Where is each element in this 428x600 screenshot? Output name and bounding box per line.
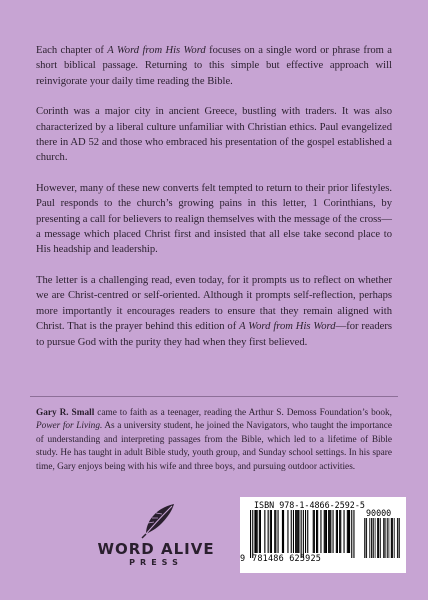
addon-bar: [379, 518, 380, 558]
barcode-bar: [347, 510, 348, 553]
barcode-bar: [282, 510, 283, 553]
addon-bar: [372, 518, 373, 558]
addon-bar: [383, 518, 384, 558]
barcode-bar: [303, 510, 304, 558]
ean-barcode-bars: [244, 510, 356, 558]
book-title: A Word from His Word: [239, 321, 336, 333]
section-divider: [30, 396, 398, 397]
barcode-bar: [314, 510, 315, 553]
barcode-bar: [296, 510, 297, 553]
barcode-bar: [325, 510, 326, 553]
bio-text: came to faith as a teenager, reading the Arthur S. Demoss Foundation’s book,: [94, 408, 393, 418]
barcode-bar: [283, 510, 284, 553]
book-title: A Word from His Word: [107, 45, 206, 56]
blurb-text: The letter is a challenging read, even today, for it prompts us to reflect on whether we are Christ-centred or self-oriented. Although it prompts self-reflection, perhaps more importantly it encourages readers to ensure that they remain aligned with Christ. That is the prayer behind this edition of: [36, 274, 392, 333]
barcode-bar: [316, 510, 317, 553]
blurb-text: —for readers to pursue God with the purity they had when they first believed.: [36, 321, 392, 348]
price-code: 90000: [366, 508, 392, 518]
blurb-paragraph-3: However, many of these new converts felt tempted to return to their prior lifestyles. Paul responds to the church’s growing pains in this letter, 1 Corinthians, by presenting a call for believers to realign themselves with the message of the cross—a message which placed Christ first and insisted that all else take second place to His headship and leadership.: [36, 182, 392, 256]
barcode-bar: [349, 510, 350, 553]
barcode-bar: [274, 510, 275, 553]
publisher-name: WORD ALIVE: [97, 540, 215, 558]
addon-bar: [378, 518, 379, 558]
barcode-bar: [254, 510, 255, 553]
isbn-barcode: [240, 497, 406, 573]
publisher-subtitle: PRESS: [129, 558, 183, 567]
author-bio: [36, 407, 392, 474]
barcode-bar: [250, 510, 251, 558]
addon-bar: [384, 518, 385, 558]
addon-bar: [391, 518, 392, 558]
barcode-bar: [295, 510, 296, 553]
addon-bar: [399, 518, 400, 558]
barcode-bar: [336, 510, 337, 553]
addon-bar: [366, 518, 367, 558]
barcode-bar: [270, 510, 271, 553]
barcode-bar: [301, 510, 302, 558]
barcode-bar: [320, 510, 321, 553]
barcode-bar: [252, 510, 253, 558]
isbn-label: ISBN 978-1-4866-2592-5: [254, 500, 365, 510]
barcode-bar: [307, 510, 308, 553]
quill-feather-icon: [134, 503, 178, 539]
addon-bar: [389, 518, 390, 558]
barcode-bar: [317, 510, 318, 553]
addon-bar: [392, 518, 393, 558]
addon-bar: [380, 518, 381, 558]
addon-barcode-bars: [364, 518, 400, 558]
barcode-bar: [339, 510, 340, 553]
publisher-logo: [91, 503, 221, 568]
barcode-bar: [337, 510, 338, 553]
addon-bar: [375, 518, 376, 558]
addon-bar: [364, 518, 365, 558]
barcode-bar: [268, 510, 269, 553]
barcode-bar: [287, 510, 288, 553]
ean-digits: 781486 625925: [252, 554, 322, 564]
blurb-text: focuses on a single word or phrase from a short biblical passage. Returning to this simple but effective approach will reinvigorate your daily time reading the Bible.: [36, 45, 392, 87]
barcode-bar: [291, 510, 292, 553]
barcode-bar: [351, 510, 352, 558]
cover-blurb: [36, 43, 392, 365]
addon-bar: [373, 518, 374, 558]
author-name: Gary R. Small: [36, 408, 95, 418]
barcode-bar: [256, 510, 257, 553]
barcode-bar: [326, 510, 327, 553]
barcode-bar: [353, 510, 354, 558]
barcode-bar: [313, 510, 314, 553]
barcode-bar: [293, 510, 294, 553]
addon-bar: [371, 518, 372, 558]
barcode-bar: [278, 510, 279, 553]
barcode-bar: [324, 510, 325, 553]
addon-bar: [397, 518, 398, 558]
barcode-bar: [340, 510, 341, 553]
barcode-bar: [259, 510, 260, 553]
addon-bar: [377, 518, 378, 558]
barcode-bar: [275, 510, 276, 553]
addon-bar: [392, 518, 393, 558]
blurb-paragraph-2: Corinth was a major city in ancient Greece, bustling with traders. It was also characterized by a liberal culture unfamiliar with Christian ethics. Paul evangelized there in AD 52 and those who embraced his presentation of the gospel established a church.: [36, 106, 392, 164]
addon-bar: [385, 518, 386, 558]
barcode-bar: [344, 510, 345, 553]
addon-bar: [369, 518, 370, 558]
blurb-text: Each chapter of: [36, 45, 108, 56]
barcode-bar: [271, 510, 272, 553]
barcode-bar: [305, 510, 306, 553]
barcode-bar: [260, 510, 261, 553]
blurb-paragraph-4: [36, 273, 392, 350]
book-reference: Power for Living.: [36, 421, 103, 432]
addon-bar: [398, 518, 399, 558]
addon-bar: [366, 518, 367, 558]
barcode-bar: [348, 510, 349, 553]
barcode-bar: [264, 510, 265, 553]
barcode-bar: [333, 510, 334, 553]
addon-bar: [394, 518, 395, 558]
barcode-bar: [329, 510, 330, 553]
blurb-paragraph-1: [36, 43, 392, 89]
barcode-bar: [257, 510, 258, 553]
bio-text: As a university student, he joined the Navigators, who taught the importance of understanding and interpreting passages from the Bible, which led to a lifetime of Bible study. He has taught in adult Bible study, youth group, and Sunday school settings. In his spare time, Gary enjoys being with his wife and three boys, and pursuing outdoor activities.: [36, 421, 393, 472]
barcode-bar: [297, 510, 298, 553]
ean-lead-digit: 9: [240, 554, 246, 564]
barcode-bar: [298, 510, 299, 553]
addon-bar: [387, 518, 388, 558]
barcode-bar: [330, 510, 331, 553]
barcode-bar: [328, 510, 329, 553]
